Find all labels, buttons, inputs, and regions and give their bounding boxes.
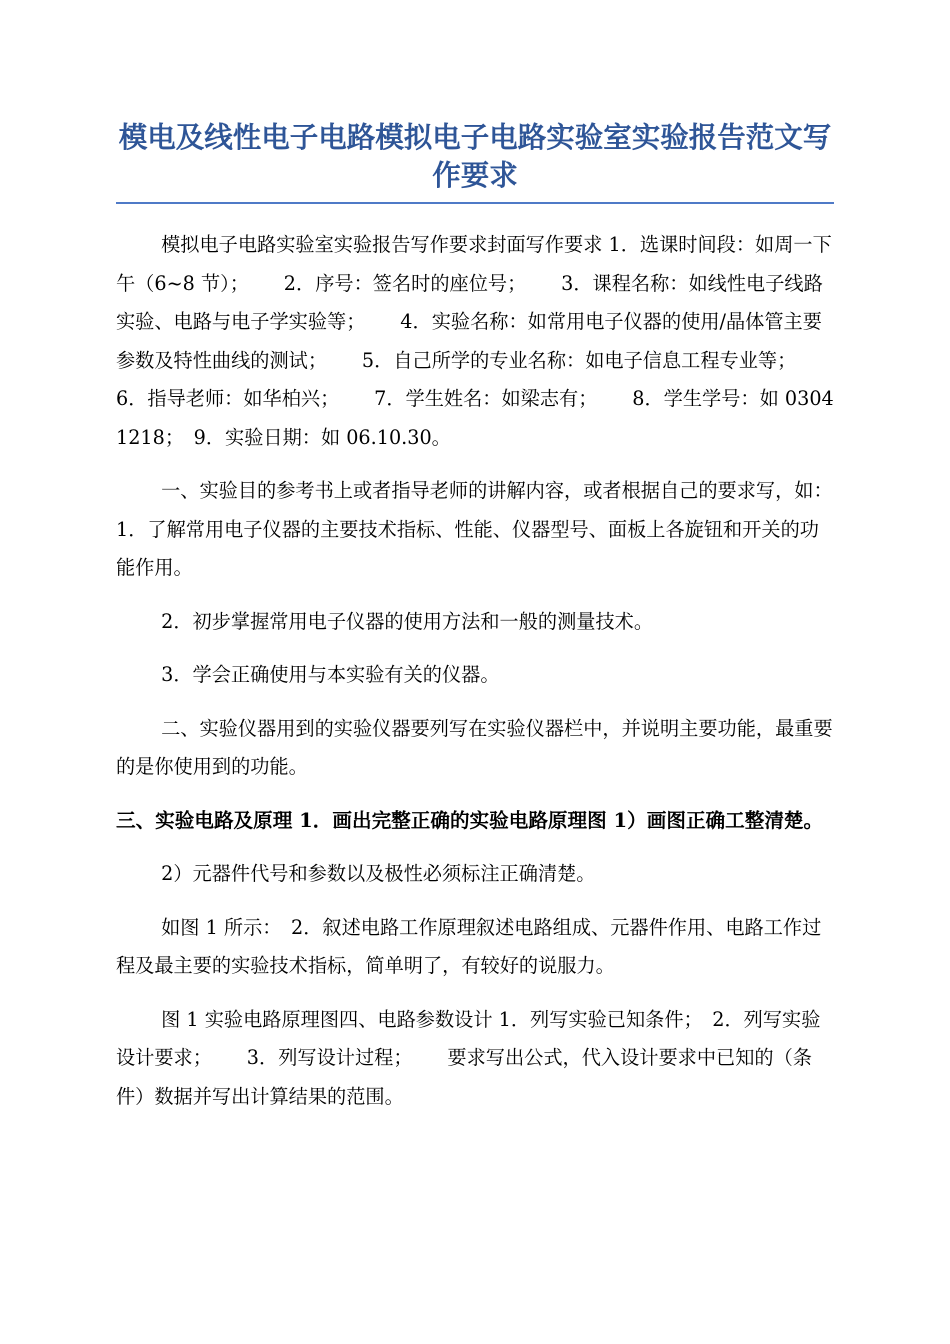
paragraph-purpose-item-3: 3．学会正确使用与本实验有关的仪器。 bbox=[161, 663, 500, 686]
paragraph-parameter-design: 图 1 实验电路原理图四、电路参数设计 1．列写实验已知条件； 2．列写实验设计要求； 3．列写设计过程； 要求写出公式，代入设计要求中已知的（条件）数据并写出计算结果的范围。 bbox=[116, 1007, 821, 1108]
paragraph-purpose-item-2: 2．初步掌握常用电子仪器的使用方法和一般的测量技术。 bbox=[161, 609, 654, 633]
title-underline bbox=[116, 202, 834, 204]
paragraph-circuit-principle: 如图 1 所示： 2．叙述电路工作原理叙述电路组成、元器件作用、电路工作过程及最主要的实验技术指标，简单明了，有较好的说服力。 bbox=[116, 915, 822, 977]
paragraph-component-labels: 2）元器件代号和参数以及极性必须标注正确清楚。 bbox=[161, 862, 596, 885]
paragraph-instruments: 二、实验仪器用到的实验仪器要列写在实验仪器栏中，并说明主要功能，最重要的是你使用到的功能。 bbox=[116, 716, 833, 778]
page-title: 模电及线性电子电路模拟电子电路实验室实验报告范文写作要求 bbox=[118, 120, 832, 192]
paragraph-experiment-purpose: 一、实验目的参考书上或者指导老师的讲解内容，或者根据自己的要求写，如： 1．了解常用电子仪器的主要技术指标、性能、仪器型号、面板上各旋钮和开关的功能作用。 bbox=[116, 479, 843, 579]
paragraph-cover-requirements: 模拟电子电路实验室实验报告写作要求封面写作要求 1．选课时间段：如周一下午（6~8 节）； 2．序号：签名时的座位号； 3．课程名称：如线性电子线路实验、电路与电子学实验等； 4．实验名称：如常用电子仪器的使用/晶体管主要参数及特性曲线的测试； 5．自己所学的专业名称：如电子信息工程专业等； 6．指导老师：如华柏兴； 7．学生姓名：如梁志有； 8．学生学号：如 03041218； 9．实验日期：如 06.10.30。 bbox=[116, 233, 834, 449]
paragraph-circuit-heading: 三、实验电路及原理 1．画出完整正确的实验电路原理图 1）画图正确工整清楚。 bbox=[116, 808, 824, 832]
